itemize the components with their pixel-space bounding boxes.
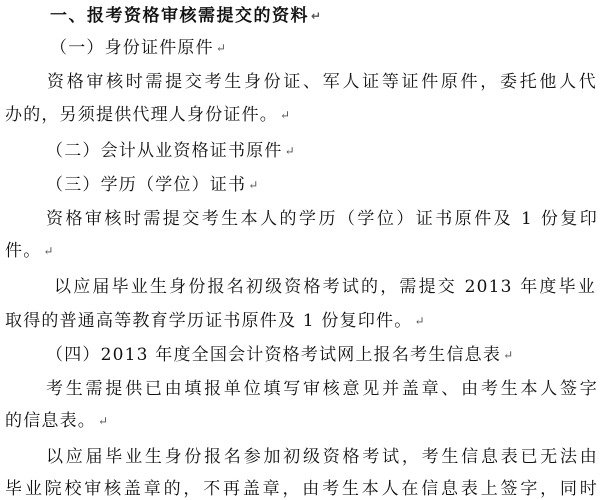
item-4-body-line-1 <box>46 378 598 400</box>
item-4-body-2-line-1 <box>46 446 598 468</box>
item-4-body-line-2-text: 的信息表。 <box>5 411 96 431</box>
paragraph-mark-icon: ↵ <box>248 178 260 192</box>
item-4-title-text: （四）2013 年度全国会计资格考试网上报名考生信息表 <box>46 345 502 365</box>
paragraph-mark-icon: ↵ <box>280 108 292 122</box>
section-heading <box>50 5 323 27</box>
paragraph-mark-icon: ↵ <box>311 9 323 23</box>
item-3-body-line-2-text: 件。 <box>5 241 42 261</box>
item-3-body-2-line-1 <box>54 276 596 298</box>
item-1-body-line-1-text: 资格审核时需提交考生身份证、军人证等证件原件，委托他人代 <box>47 72 597 92</box>
item-4-body-2-line-2-text: 毕业院校审核盖章的，不再盖章，由考生本人在信息表上签字，同时 <box>5 479 598 499</box>
item-3-title-text: （三）学历（学位）证书 <box>46 175 247 195</box>
item-1-body-line-1 <box>47 71 597 93</box>
item-1-title-text: （一）身份证件原件 <box>50 38 214 58</box>
item-3-title <box>46 174 259 196</box>
item-2-title <box>46 140 296 162</box>
item-3-body-2-line-1-text: 以应届毕业生身份报名初级资格考试的，需提交 2013 年度毕业 <box>54 277 596 297</box>
item-3-body-line-1-text: 资格审核时需提交考生本人的学历（学位）证书原件及 1 份复印 <box>46 209 598 229</box>
item-4-body-line-2 <box>5 410 109 432</box>
paragraph-mark-icon: ↵ <box>98 414 110 428</box>
item-3-body-line-2 <box>5 240 55 262</box>
item-3-body-line-1 <box>46 208 598 230</box>
item-3-body-2-line-2-text: 取得的普通高等教育学历证书原件及 1 份复印件。 <box>5 311 413 331</box>
item-1-title <box>50 37 227 59</box>
item-1-body-line-2 <box>5 104 291 126</box>
item-2-title-text: （二）会计从业资格证书原件 <box>46 141 283 161</box>
paragraph-mark-icon: ↵ <box>43 244 55 258</box>
item-4-title <box>46 344 514 366</box>
paragraph-mark-icon: ↵ <box>215 41 228 55</box>
item-3-body-2-line-2 <box>5 310 426 332</box>
paragraph-mark-icon: ↵ <box>284 144 296 158</box>
section-heading-text: 一、报考资格审核需提交的资料 <box>50 6 309 26</box>
item-4-body-2-line-2 <box>5 478 598 500</box>
item-4-body-2-line-1-text: 以应届毕业生身份报名参加初级资格考试，考生信息表已无法由 <box>46 447 598 467</box>
paragraph-mark-icon: ↵ <box>414 314 426 328</box>
item-1-body-line-2-text: 办的，另须提供代理人身份证件。 <box>5 105 278 125</box>
paragraph-mark-icon: ↵ <box>503 348 515 362</box>
item-4-body-line-1-text: 考生需提供已由填报单位填写审核意见并盖章、由考生本人签字 <box>46 379 598 399</box>
